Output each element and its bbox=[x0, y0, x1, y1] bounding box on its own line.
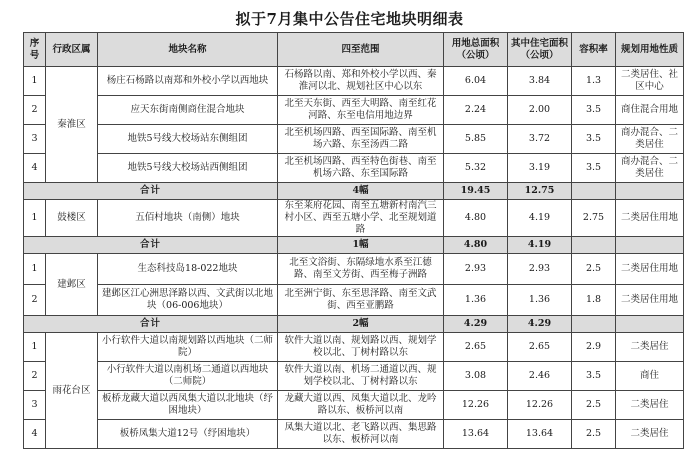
cell-bounds: 龙藏大道以西、凤集大道以北、龙吟路以东、板桥河以南 bbox=[278, 391, 444, 420]
cell-far: 2.5 bbox=[572, 391, 616, 420]
header-far: 容积率 bbox=[572, 33, 616, 67]
cell-seq: 2 bbox=[24, 285, 46, 316]
cell-seq: 4 bbox=[24, 420, 46, 449]
cell-use: 二类居住 bbox=[616, 391, 684, 420]
table-row bbox=[24, 285, 684, 316]
cell-bounds: 北至机场四路、西至国际路、南至机场六路、东至汤西二路 bbox=[278, 125, 444, 154]
cell-use: 二类居住、社区中心 bbox=[616, 67, 684, 96]
cell-use: 二类居住用地 bbox=[616, 285, 684, 316]
cell-res-area: 2.93 bbox=[508, 254, 572, 285]
cell-total-area: 2.24 bbox=[444, 96, 508, 125]
cell-name: 生态科技岛18-022地块 bbox=[98, 254, 278, 285]
cell-seq: 1 bbox=[24, 333, 46, 362]
cell-total-area: 12.26 bbox=[444, 391, 508, 420]
header-name: 地块名称 bbox=[98, 33, 278, 67]
cell-use: 商住混合用地 bbox=[616, 96, 684, 125]
land-parcel-table bbox=[23, 32, 684, 449]
table-row bbox=[24, 200, 684, 237]
cell-seq: 2 bbox=[24, 96, 46, 125]
cell-res-area: 13.64 bbox=[508, 420, 572, 449]
cell-total-area: 2.65 bbox=[444, 333, 508, 362]
cell-bounds: 石杨路以南、郑和外校小学以西、秦淮河以北、规划社区中心以东 bbox=[278, 67, 444, 96]
table-row bbox=[24, 420, 684, 449]
subtotal-count: 4幅 bbox=[278, 183, 444, 200]
cell-name: 杨庄石杨路以南郑和外校小学以西地块 bbox=[98, 67, 278, 96]
table-row bbox=[24, 333, 684, 362]
cell-far: 3.5 bbox=[572, 96, 616, 125]
cell-district: 雨花台区 bbox=[46, 333, 98, 449]
header-seq: 序号 bbox=[24, 33, 46, 67]
subtotal-row bbox=[24, 237, 684, 254]
subtotal-count: 1幅 bbox=[278, 237, 444, 254]
cell-res-area: 3.19 bbox=[508, 154, 572, 183]
cell-name: 地铁5号线大校场站东侧组团 bbox=[98, 125, 278, 154]
header-bounds: 四至范围 bbox=[278, 33, 444, 67]
subtotal-label: 合计 bbox=[24, 183, 278, 200]
cell-use: 二类居住 bbox=[616, 333, 684, 362]
cell-name: 地铁5号线大校场站西侧组团 bbox=[98, 154, 278, 183]
cell-far: 3.5 bbox=[572, 125, 616, 154]
subtotal-row bbox=[24, 183, 684, 200]
subtotal-far bbox=[572, 237, 616, 254]
subtotal-res-area: 12.75 bbox=[508, 183, 572, 200]
cell-total-area: 5.85 bbox=[444, 125, 508, 154]
cell-use: 商办混合、二类居住 bbox=[616, 154, 684, 183]
header-use: 规划用地性质 bbox=[616, 33, 684, 67]
subtotal-res-area: 4.29 bbox=[508, 316, 572, 333]
cell-res-area: 2.00 bbox=[508, 96, 572, 125]
cell-res-area: 2.46 bbox=[508, 362, 572, 391]
cell-far: 3.5 bbox=[572, 154, 616, 183]
cell-res-area: 1.36 bbox=[508, 285, 572, 316]
subtotal-use bbox=[616, 237, 684, 254]
cell-name: 板桥凤集大道12号（纾困地块） bbox=[98, 420, 278, 449]
subtotal-far bbox=[572, 183, 616, 200]
cell-far: 2.5 bbox=[572, 254, 616, 285]
cell-name: 小行软件大道以南机场二通道以西地块（二师院） bbox=[98, 362, 278, 391]
cell-name: 五佰村地块（南侧）地块 bbox=[98, 200, 278, 237]
subtotal-total-area: 19.45 bbox=[444, 183, 508, 200]
page-title: 拟于7月集中公告住宅地块明细表 bbox=[235, 10, 464, 28]
cell-bounds: 东至莱府花园、南至五塘新村南汽三村小区、西至五塘小学、北至规划道路 bbox=[278, 200, 444, 237]
cell-far: 2.75 bbox=[572, 200, 616, 237]
table-row bbox=[24, 125, 684, 154]
cell-total-area: 4.80 bbox=[444, 200, 508, 237]
subtotal-total-area: 4.29 bbox=[444, 316, 508, 333]
cell-total-area: 2.93 bbox=[444, 254, 508, 285]
cell-bounds: 北至洲宁街、东至思泽路、南至文武街、西至亚鹏路 bbox=[278, 285, 444, 316]
cell-bounds: 软件大道以南、规划路以西、规划学校以北、丁树村路以东 bbox=[278, 333, 444, 362]
table-row bbox=[24, 96, 684, 125]
cell-use: 二类居住 bbox=[616, 420, 684, 449]
cell-use: 商住 bbox=[616, 362, 684, 391]
cell-seq: 2 bbox=[24, 362, 46, 391]
table-row bbox=[24, 254, 684, 285]
subtotal-label: 合计 bbox=[24, 237, 278, 254]
header-district: 行政区属 bbox=[46, 33, 98, 67]
table-row bbox=[24, 362, 684, 391]
cell-total-area: 1.36 bbox=[444, 285, 508, 316]
cell-res-area: 2.65 bbox=[508, 333, 572, 362]
cell-total-area: 13.64 bbox=[444, 420, 508, 449]
cell-name: 建邺区江心洲思泽路以西、文武街以北地块（06-006地块） bbox=[98, 285, 278, 316]
cell-bounds: 软件大道以南、机场二通道以西、规划学校以北、丁树村路以东 bbox=[278, 362, 444, 391]
cell-bounds: 北至机场四路、西至特色街巷、南至机场六路、东至国际路 bbox=[278, 154, 444, 183]
cell-total-area: 5.32 bbox=[444, 154, 508, 183]
subtotal-use bbox=[616, 316, 684, 333]
cell-name: 小行软件大道以南规划路以西地块（二师院） bbox=[98, 333, 278, 362]
cell-name: 应天东街南侧商住混合地块 bbox=[98, 96, 278, 125]
header-res-area: 其中住宅面积（公顷） bbox=[508, 33, 572, 67]
cell-name: 板桥龙藏大道以西凤集大道以北地块（纾困地块） bbox=[98, 391, 278, 420]
subtotal-use bbox=[616, 183, 684, 200]
table-header-row bbox=[24, 33, 684, 67]
cell-res-area: 3.72 bbox=[508, 125, 572, 154]
cell-seq: 1 bbox=[24, 254, 46, 285]
cell-far: 1.8 bbox=[572, 285, 616, 316]
cell-seq: 1 bbox=[24, 200, 46, 237]
cell-use: 商办混合、二类居住 bbox=[616, 125, 684, 154]
cell-res-area: 4.19 bbox=[508, 200, 572, 237]
cell-res-area: 3.84 bbox=[508, 67, 572, 96]
subtotal-count: 2幅 bbox=[278, 316, 444, 333]
cell-district: 秦淮区 bbox=[46, 67, 98, 183]
table-row bbox=[24, 67, 684, 96]
table-row bbox=[24, 391, 684, 420]
cell-bounds: 北至文浴街、东隔绿地水系至江德路、南至文芳街、西至梅子洲路 bbox=[278, 254, 444, 285]
cell-seq: 3 bbox=[24, 391, 46, 420]
cell-total-area: 6.04 bbox=[444, 67, 508, 96]
cell-district: 鼓楼区 bbox=[46, 200, 98, 237]
subtotal-far bbox=[572, 316, 616, 333]
cell-seq: 1 bbox=[24, 67, 46, 96]
subtotal-res-area: 4.19 bbox=[508, 237, 572, 254]
cell-use: 二类居住用地 bbox=[616, 254, 684, 285]
cell-total-area: 3.08 bbox=[444, 362, 508, 391]
header-total-area: 用地总面积（公顷） bbox=[444, 33, 508, 67]
cell-far: 2.5 bbox=[572, 420, 616, 449]
cell-bounds: 凤集大道以北、老飞路以西、集思路以东、板桥河以南 bbox=[278, 420, 444, 449]
cell-district: 建邺区 bbox=[46, 254, 98, 316]
cell-seq: 4 bbox=[24, 154, 46, 183]
cell-far: 1.3 bbox=[572, 67, 616, 96]
subtotal-label: 合计 bbox=[24, 316, 278, 333]
cell-use: 二类居住用地 bbox=[616, 200, 684, 237]
table-row bbox=[24, 154, 684, 183]
subtotal-total-area: 4.80 bbox=[444, 237, 508, 254]
cell-seq: 3 bbox=[24, 125, 46, 154]
cell-far: 2.9 bbox=[572, 333, 616, 362]
cell-res-area: 12.26 bbox=[508, 391, 572, 420]
cell-bounds: 北至天东街、西至大明路、南至红花河路、东至电信用地边界 bbox=[278, 96, 444, 125]
subtotal-row bbox=[24, 316, 684, 333]
cell-far: 3.5 bbox=[572, 362, 616, 391]
